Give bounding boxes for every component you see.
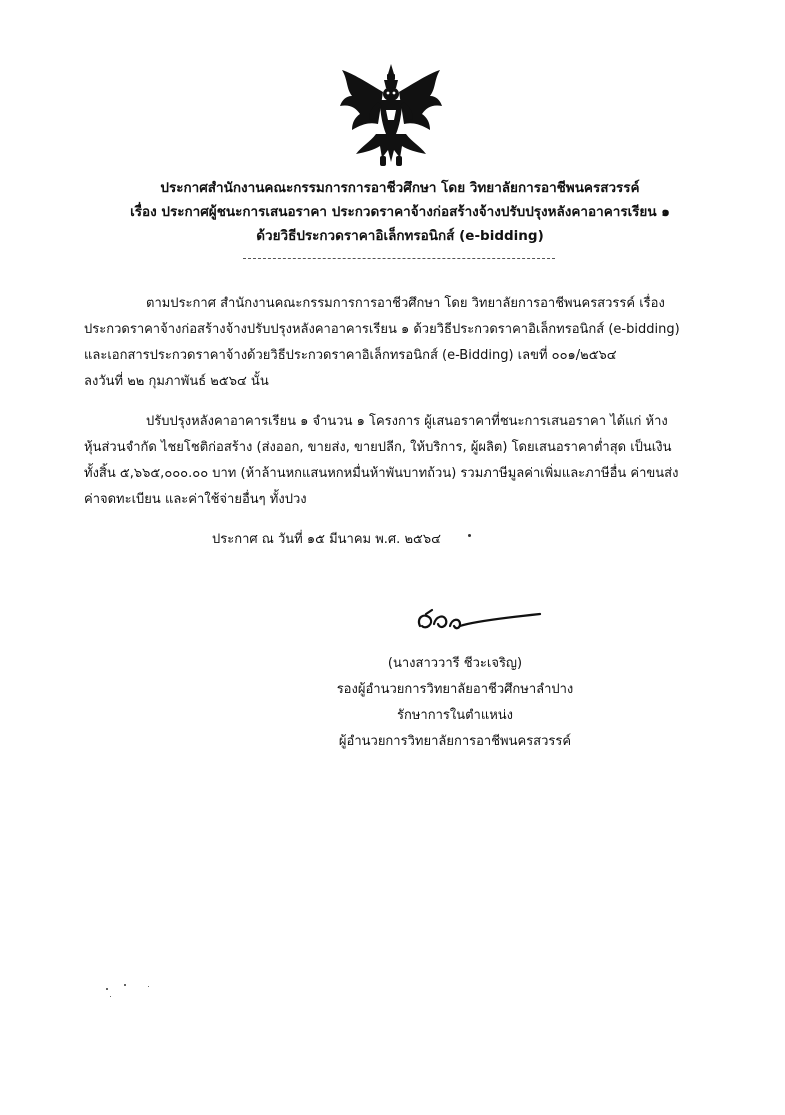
paragraph-1-line: ลงวันที่ ๒๒ กุมภาพันธ์ ๒๕๖๔ นั้น [84,374,269,389]
header-divider [243,258,555,259]
handwritten-signature [412,600,552,640]
header-subject: เรื่อง ประกาศผู้ชนะการเสนอราคา ประกวดราคาจ้างก่อสร้างจ้างปรับปรุงหลังคาอาคารเรียน ๑ [130,204,670,220]
paragraph-2-line: ปรับปรุงหลังคาอาคารเรียน ๑ จำนวน ๑ โครงการ ผู้เสนอราคาที่ชนะการเสนอราคา ได้แก่ ห้าง [146,414,668,429]
signatory-acting-role: รักษาการในตำแหน่ง [396,708,514,723]
signatory-position: รองผู้อำนวยการวิทยาลัยอาชีวศึกษาลำปาง [336,682,574,697]
paragraph-2-line: หุ้นส่วนจำกัด ไชยโชติก่อสร้าง (ส่งออก, ขายส่ง, ขายปลีก, ให้บริการ, ผู้ผลิต) โดยเสนอราคาต่ำสุด เป็นเงิน [84,440,672,455]
paragraph-2-line: ทั้งสิ้น ๕,๖๖๕,๐๐๐.๐๐ บาท (ห้าล้านหกแสนหกหมื่นห้าพันบาทถ้วน) รวมภาษีมูลค่าเพิ่มและภาษีอื่น ค่าขนส่ง [84,466,679,481]
signatory-acting-position: ผู้อำนวยการวิทยาลัยการอาชีพนครสวรรค์ [338,734,572,749]
scan-speck [110,996,111,997]
scan-speck [106,988,108,990]
paragraph-2-line: ค่าจดทะเบียน และค่าใช้จ่ายอื่นๆ ทั้งปวง [84,492,307,507]
paragraph-1-line: ประกวดราคาจ้างก่อสร้างจ้างปรับปรุงหลังคาอาคารเรียน ๑ ด้วยวิธีประกวดราคาอิเล็กทรอนิกส์ (e-bidding) [84,322,680,337]
announcement-date: ประกาศ ณ วันที่ ๑๕ มีนาคม พ.ศ. ๒๕๖๔ [212,532,441,547]
paragraph-1-line: ตามประกาศ สำนักงานคณะกรรมการการอาชีวศึกษา โดย วิทยาลัยการอาชีพนครสวรรค์ เรื่อง [146,296,665,311]
header-title: ประกาศสำนักงานคณะกรรมการการอาชีวศึกษา โดย วิทยาลัยการอาชีพนครสวรรค์ [160,180,640,196]
scan-speck [468,534,471,537]
scan-speck [124,984,126,986]
paragraph-1-line: และเอกสารประกวดราคาจ้างด้วยวิธีประกวดราคาอิเล็กทรอนิกส์ (e-Bidding) เลขที่ ๐๐๑/๒๕๖๔ [84,348,617,363]
garuda-emblem-icon [336,62,446,170]
header-method: ด้วยวิธีประกวดราคาอิเล็กทรอนิกส์ (e-bidding) [256,228,544,244]
signatory-name: (นางสาววารี ชีวะเจริญ) [387,656,523,671]
scan-speck [148,986,149,987]
